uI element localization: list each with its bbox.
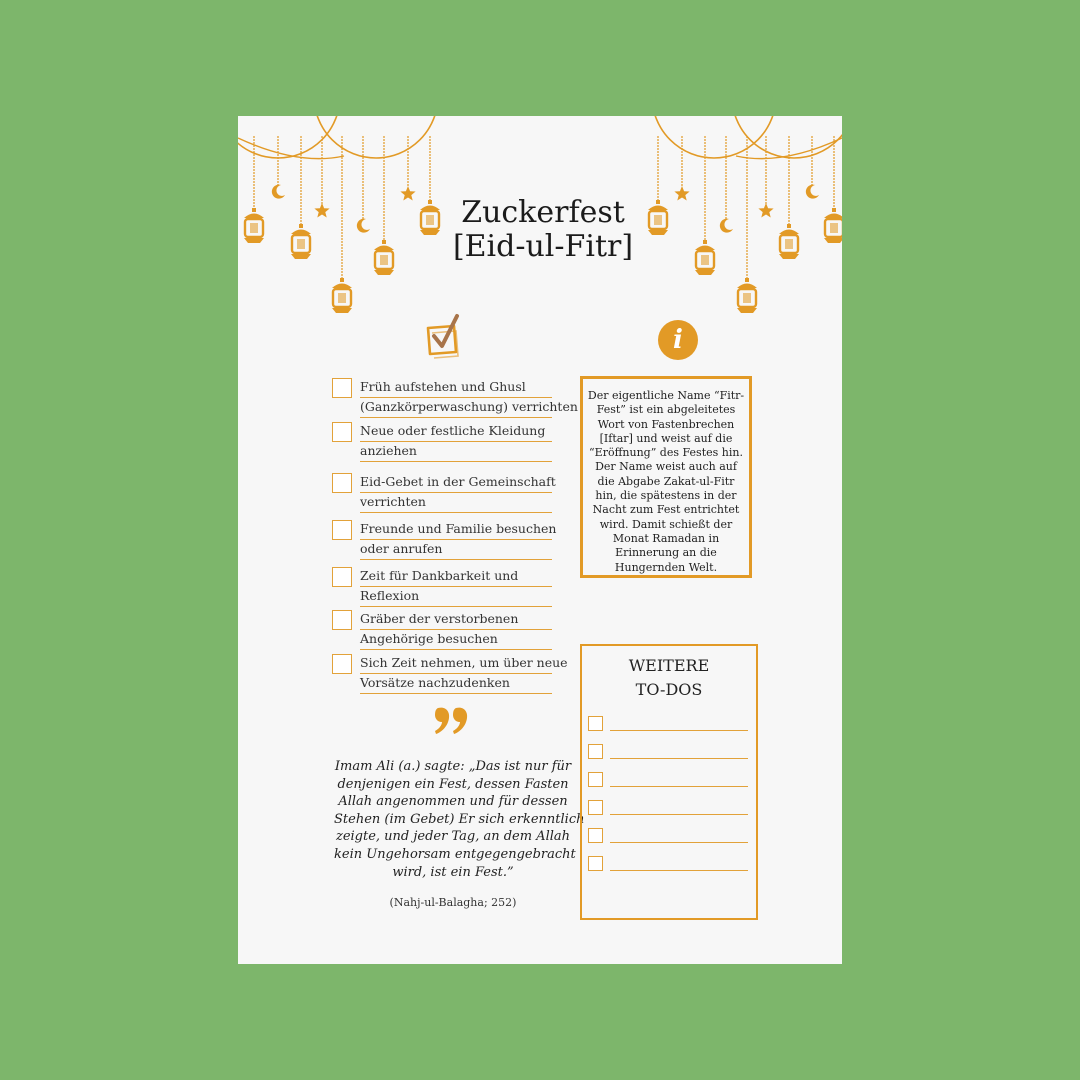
title-line-2: [Eid-ul-Fitr]: [452, 229, 634, 264]
todo-checkbox[interactable]: [588, 856, 603, 871]
lantern-icon: [332, 278, 352, 313]
info-line: Erinnerung an die: [615, 546, 717, 560]
crescent-moon-icon: [357, 219, 370, 233]
todo-row: [588, 828, 748, 844]
checklist-item-text: [360, 610, 552, 650]
checklist-item-text: [360, 654, 568, 694]
lantern-icon: [824, 208, 842, 243]
todo-title: [582, 654, 756, 702]
checklist-checkbox[interactable]: [332, 378, 352, 398]
todo-title-line-1: WEITERE: [628, 656, 710, 675]
checklist-item-text: [360, 473, 556, 513]
lantern-icon: [779, 224, 799, 259]
checklist-item-line-1: Freunde und Familie besuchen: [360, 520, 552, 540]
checklist-item-text: [360, 378, 578, 418]
star-icon: [314, 203, 329, 218]
todo-checkbox[interactable]: [588, 800, 603, 815]
page-title: [408, 196, 678, 264]
todo-title-line-2: TO-DOS: [635, 680, 703, 699]
todo-row: [588, 856, 748, 872]
garland-arc: [652, 116, 776, 158]
checklist-checkbox[interactable]: [332, 610, 352, 630]
todo-row: [588, 800, 748, 816]
lantern-icon: [695, 240, 715, 275]
lantern-icon: [244, 208, 264, 243]
checklist-item-line-1: Neue oder festliche Kleidung: [360, 422, 552, 442]
checklist-item-line-2: Angehörige besuchen: [360, 630, 552, 650]
checklist-item-line-2: Reflexion: [360, 587, 552, 607]
lantern-icon: [374, 240, 394, 275]
checklist-item-line-2: (Ganzkörperwaschung) verrichten: [360, 398, 552, 418]
info-line: Wort von Fastenbrechen: [597, 417, 735, 431]
crescent-moon-icon: [806, 185, 819, 199]
info-line: Nacht zum Fest entrichtet: [592, 503, 740, 517]
info-line: Hungernden Welt.: [614, 560, 718, 574]
todo-line[interactable]: [610, 814, 748, 815]
info-line: [Iftar] und weist auf die: [599, 431, 733, 445]
todo-line[interactable]: [610, 870, 748, 871]
quote-line: Allah angenommen und für dessen: [338, 794, 568, 810]
crescent-moon-icon: [720, 219, 733, 233]
checkmark-box-icon: [424, 312, 464, 360]
checklist-item-line-2: Vorsätze nachzudenken: [360, 674, 552, 694]
checklist-checkbox[interactable]: [332, 422, 352, 442]
info-icon: i: [658, 320, 698, 360]
planner-page: [238, 116, 842, 964]
todo-checkbox[interactable]: [588, 744, 603, 759]
crescent-moon-icon: [272, 185, 285, 199]
todo-box: [580, 644, 758, 920]
lantern-icon: [291, 224, 311, 259]
checklist-item-line-2: verrichten: [360, 493, 552, 513]
quote-line: zeigte, und jeder Tag, an dem Allah: [335, 829, 571, 845]
info-line: Der Name weist auch auf: [595, 460, 737, 474]
quote-line: kein Ungehorsam entgegengebracht: [334, 846, 576, 862]
info-line: hin, die spätestens in der: [595, 489, 737, 503]
checklist-checkbox[interactable]: [332, 520, 352, 540]
garland-arc: [732, 116, 842, 158]
checklist-checkbox[interactable]: [332, 567, 352, 587]
star-icon: [758, 203, 773, 218]
checklist-item-line-1: Früh aufstehen und Ghusl: [360, 378, 552, 398]
info-line: wird. Damit schießt der: [599, 517, 733, 531]
checklist-checkbox[interactable]: [332, 654, 352, 674]
todo-checkbox[interactable]: [588, 716, 603, 731]
checklist-item-line-1: Gräber der verstorbenen: [360, 610, 552, 630]
todo-checkbox[interactable]: [588, 772, 603, 787]
info-line: Monat Ramadan in: [612, 531, 720, 545]
checklist-item-text: [360, 567, 552, 607]
quote-line: denjenigen ein Fest, dessen Fasten: [337, 776, 569, 792]
quote-source: (Nahj-ul-Balagha; 252): [389, 896, 517, 909]
quote-line: Imam Ali (a.) sagte: „Das ist nur für: [334, 759, 572, 774]
quote-line: wird, ist ein Fest.”: [392, 864, 514, 880]
info-line: Der eigentliche Name “Fitr-: [587, 389, 745, 402]
checklist-item-text: [360, 422, 552, 462]
quote-text: [334, 758, 585, 881]
info-box: [580, 376, 752, 578]
info-line: “Eröffnung” des Festes hin.: [589, 446, 743, 460]
checklist-item-line-1: Eid-Gebet in der Gemeinschaft: [360, 473, 552, 493]
todo-line[interactable]: [610, 758, 748, 759]
checklist-item-line-2: oder anrufen: [360, 540, 552, 560]
todo-line[interactable]: [610, 842, 748, 843]
todo-line[interactable]: [610, 730, 748, 731]
info-line: die Abgabe Zakat-ul-Fitr: [597, 474, 735, 488]
todo-line[interactable]: [610, 786, 748, 787]
quote-mark-icon: [434, 702, 470, 742]
quote-line: Stehen (im Gebet) Er sich erkenntlich: [334, 811, 585, 827]
todo-row: [588, 772, 748, 788]
info-line: Fest” ist ein abgeleitetes: [596, 403, 736, 417]
checklist-item-text: [360, 520, 557, 560]
title-line-1: Zuckerfest: [461, 195, 625, 230]
garland-arc: [238, 116, 340, 158]
todo-row: [588, 744, 748, 760]
checklist-item-line-1: Zeit für Dankbarkeit und: [360, 567, 552, 587]
checklist-checkbox[interactable]: [332, 473, 352, 493]
lantern-icon: [737, 278, 757, 313]
checklist-item-line-2: anziehen: [360, 442, 552, 462]
checklist-item-line-1: Sich Zeit nehmen, um über neue: [360, 654, 552, 674]
todo-checkbox[interactable]: [588, 828, 603, 843]
todo-row: [588, 716, 748, 732]
garland-arc: [314, 116, 438, 158]
